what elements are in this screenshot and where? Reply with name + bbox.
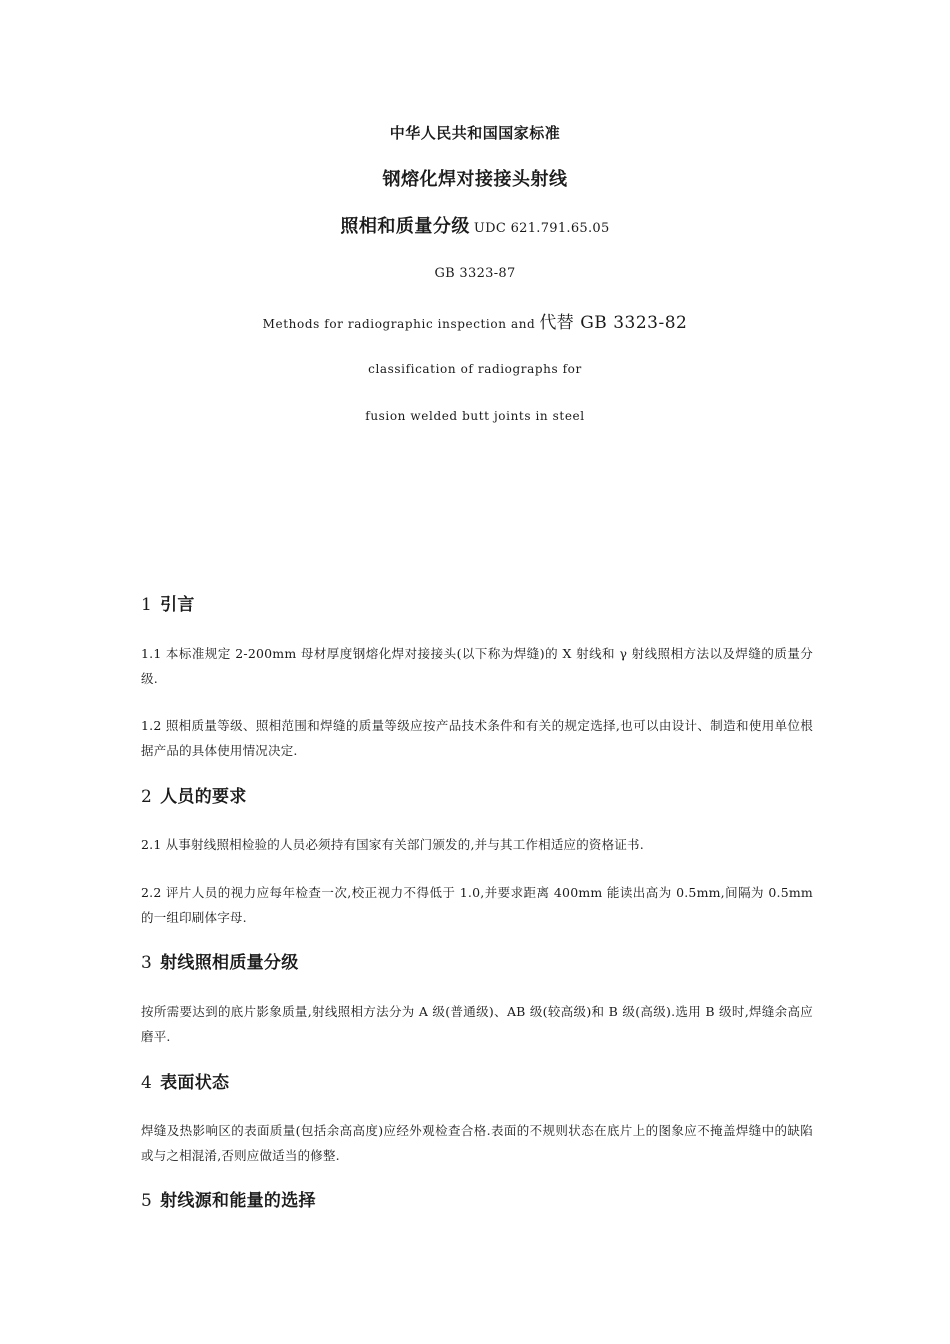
section-number: 1	[141, 595, 153, 615]
section-title: 射线源和能量的选择	[160, 1191, 316, 1211]
section-title: 表面状态	[160, 1073, 230, 1093]
document-title-line-2-text: 照相和质量分级	[340, 216, 470, 237]
document-title-line-2	[0, 212, 950, 238]
section-number: 4	[141, 1073, 153, 1093]
section-heading-3	[141, 948, 299, 973]
document-title-line-1: 钢熔化焊对接接头射线	[382, 169, 568, 190]
section-number: 2	[141, 787, 153, 807]
english-title-line-2: classification of radiographs for	[368, 362, 582, 376]
udc-code: UDC 621.791.65.05	[473, 221, 610, 236]
paragraph-1-1: 1.1 本标准规定 2-200mm 母材厚度钢熔化焊对接接头(以下称为焊缝)的 X 射线和 γ 射线照相方法以及焊缝的质量分级.	[141, 646, 813, 686]
replaces-code: 代替 GB 3323-82	[539, 313, 688, 333]
paragraph-3-1: 按所需要达到的底片影象质量,射线照相方法分为 A 级(普通级)、AB 级(较高级)和 B 级(高级).选用 B 级时,焊缝余高应磨平.	[141, 1004, 813, 1044]
gb-code: GB 3323-87	[434, 266, 516, 281]
section-number: 5	[141, 1191, 153, 1211]
paragraph-2-2: 2.2 评片人员的视力应每年检查一次,校正视力不得低于 1.0,并要求距离 400mm 能读出高为 0.5mm,间隔为 0.5mm 的一组印刷体字母.	[141, 885, 813, 925]
section-heading-5	[141, 1186, 316, 1211]
section-number: 3	[141, 953, 153, 973]
section-heading-4	[141, 1068, 229, 1093]
standard-name: 中华人民共和国国家标准	[389, 124, 561, 142]
section-heading-1	[141, 590, 195, 615]
section-heading-2	[141, 782, 247, 807]
english-title-line-3: fusion welded butt joints in steel	[365, 409, 585, 423]
section-title: 人员的要求	[160, 787, 247, 807]
english-title-line-1-text: Methods for radiographic inspection and	[262, 317, 536, 331]
paragraph-2-1: 2.1 从事射线照相检验的人员必须持有国家有关部门颁发的,并与其工作相适应的资格证书.	[141, 837, 644, 852]
paragraph-4-1: 焊缝及热影响区的表面质量(包括余高高度)应经外观检查合格.表面的不规则状态在底片上的图象应不掩盖焊缝中的缺陷或与之相混淆,否则应做适当的修整.	[141, 1123, 813, 1163]
english-title-line-1	[0, 308, 950, 333]
paragraph-1-2: 1.2 照相质量等级、照相范围和焊缝的质量等级应按产品技术条件和有关的规定选择,也可以由设计、制造和使用单位根据产品的具体使用情况决定.	[141, 718, 813, 758]
section-title: 射线照相质量分级	[160, 953, 299, 973]
section-title: 引言	[160, 595, 195, 615]
